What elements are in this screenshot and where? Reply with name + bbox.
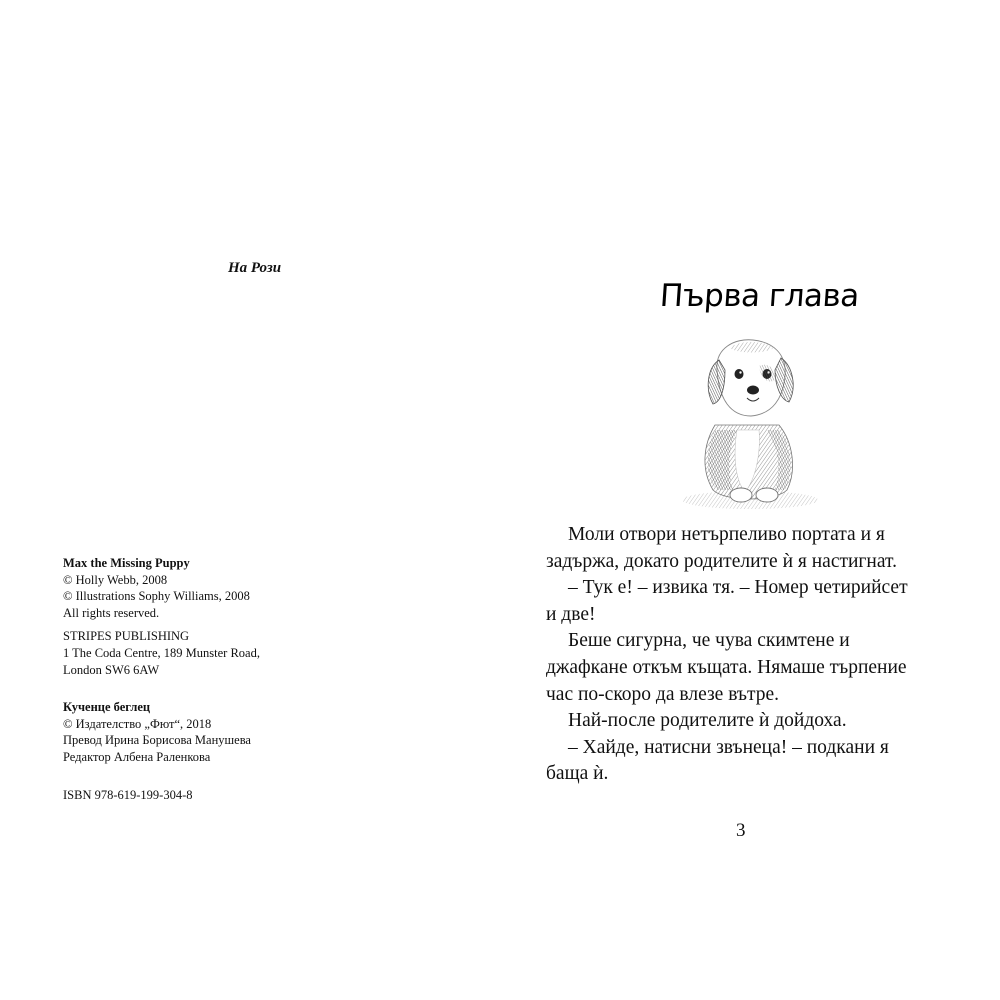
text-line: час по-скоро да влезе вътре. — [546, 683, 780, 705]
rights-statement: All rights reserved. — [63, 605, 160, 620]
original-edition-block — [63, 555, 393, 621]
dedication: На Рози — [228, 260, 282, 276]
original-title: Max the Missing Puppy — [63, 556, 190, 570]
chapter-body-text — [546, 522, 956, 788]
publisher-address-line-2: London SW6 6AW — [63, 662, 160, 677]
copyright-author: © Holly Webb, 2008 — [63, 572, 168, 587]
isbn-block — [63, 787, 393, 804]
text-line: и две! — [546, 603, 596, 625]
text-line: баща ѝ. — [546, 763, 609, 785]
text-line: задържа, докато родителите ѝ я настигнат. — [546, 550, 897, 572]
editor-credit: Редактор Албена Раленкова — [63, 749, 211, 764]
text-line: Най-после родителите ѝ дойдоха. — [568, 710, 847, 732]
right-page — [500, 0, 1000, 1000]
sitting-puppy-icon — [675, 330, 825, 520]
text-line: Беше сигурна, че чува скимтене и — [568, 630, 850, 652]
text-line: джафкане откъм къщата. Нямаше търпение — [546, 656, 907, 678]
copyright-illustrations: © Illustrations Sophy Williams, 2008 — [63, 589, 250, 604]
colophon — [63, 555, 393, 810]
puppy-illustration — [675, 330, 825, 520]
bg-copyright: © Издателство „Фют“, 2018 — [63, 716, 212, 731]
isbn: ISBN 978-619-199-304-8 — [63, 787, 193, 802]
translation-credit: Превод Ирина Борисова Манушева — [63, 733, 251, 748]
text-line: Моли отвори нетърпеливо портата и я — [568, 524, 885, 545]
text-line: – Тук е! – извика тя. – Номер четирийсет — [568, 577, 908, 599]
publisher-address-line-1: 1 The Coda Centre, 189 Munster Road, — [63, 645, 260, 660]
bulgarian-edition-block — [63, 699, 393, 765]
publisher-name: STRIPES PUBLISHING — [63, 629, 190, 644]
bg-title: Кученце беглец — [63, 700, 151, 715]
page-number: 3 — [736, 820, 746, 841]
publisher-block — [63, 628, 393, 678]
chapter-title: Първа глава — [658, 278, 861, 314]
text-line: – Хайде, натисни звънеца! – подкани я — [568, 736, 889, 758]
